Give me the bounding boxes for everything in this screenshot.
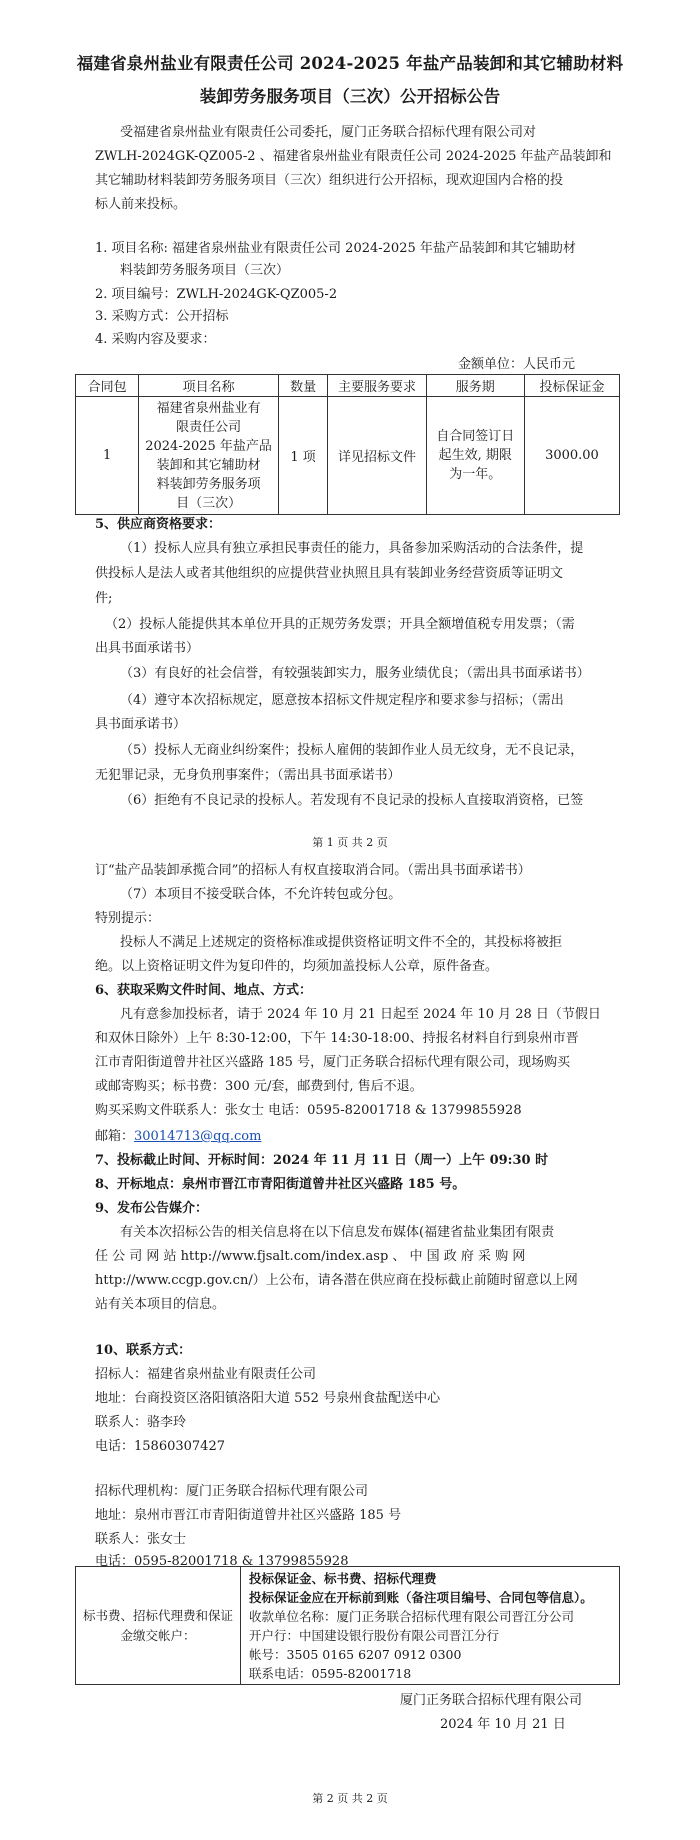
sec5-p2: （2）投标人能提供其本单位开具的正规劳务发票；开具全额增值税专用发票；（需 [105, 617, 575, 632]
agency-phone: 电话：0595-82001718 & 13799855928 [95, 1554, 349, 1569]
fee-line: 投标保证金、标书费、招标代理费 [249, 1570, 437, 1586]
sec5-p2: 出具书面承诺书） [95, 641, 200, 656]
th-project-name: 项目名称 [139, 375, 278, 397]
special-text: 绝。以上资格证明文件为复印件的，均须加盖投标人公章，原件备查。 [95, 959, 499, 974]
page-number-1: 第 1 页 共 2 页 [312, 836, 388, 849]
intro-line: 标人前来投标。 [95, 197, 187, 212]
sec5-p6-cont: 订“盐产品装卸承揽合同”的招标人有权直接取消合同。（需出具书面承诺书） [95, 863, 531, 878]
sec5-p4: 具书面承诺书） [95, 717, 187, 732]
fee-line: 开户行：中国建设银行股份有限公司晋江分行 [249, 1627, 500, 1643]
sec5-p1: 件; [95, 591, 113, 606]
item-project-name-cont: 料装卸劳务服务项目（三次） [120, 263, 290, 278]
sec5-p4: （4）遵守本次招标规定，愿意按本招标文件规定程序和要求参与招标；（需出 [120, 693, 564, 708]
tenderer-contact: 联系人：骆李玲 [95, 1415, 187, 1430]
email-link[interactable]: 30014713@qq.com [134, 1129, 262, 1144]
intro-line: 其它辅助材料装卸劳务服务项目（三次）组织进行公开招标，现欢迎国内合格的投 [95, 173, 564, 188]
sec9-text: http://www.ccgp.gov.cn/）上公布，请各潜在供应商在投标截止前随时留意以上网 [95, 1273, 578, 1288]
item-project-code: 2. 项目编号：ZWLH-2024GK-QZ005-2 [95, 287, 338, 302]
special-heading: 特别提示： [95, 911, 161, 926]
sec9-text: 任 公 司 网 站 http://www.fjsalt.com/index.asp 、 中 国 政 府 采 购 网 [95, 1249, 526, 1264]
th-quantity: 数量 [278, 375, 328, 397]
currency-unit: 金额单位：人民币元 [458, 357, 576, 372]
tenderer-name: 招标人：福建省泉州盐业有限责任公司 [95, 1367, 317, 1382]
fee-account-details [241, 1567, 620, 1685]
th-package: 合同包 [76, 375, 139, 397]
sec6-text: 江市青阳街道曾井社区兴盛路 185 号，厦门正务联合招标代理有限公司，现场购买 [95, 1055, 571, 1070]
fee-line: 收款单位名称：厦门正务联合招标代理有限公司晋江分公司 [249, 1608, 575, 1624]
sign-date: 2024 年 10 月 21 日 [440, 1717, 566, 1732]
item-project-name: 1. 项目名称: 福建省泉州盐业有限责任公司 2024-2025 年盐产品装卸和其它辅助材 [95, 241, 576, 256]
agency-address: 地址：泉州市晋江市青阳街道曾井社区兴盛路 185 号 [95, 1508, 402, 1523]
cell-service-period: 自合同签订日 起生效, 期限 为一年。 [426, 397, 524, 515]
cell-package: 1 [76, 397, 139, 515]
sec9-heading: 9、发布公告媒介： [95, 1201, 209, 1216]
agency-name: 招标代理机构：厦门正务联合招标代理有限公司 [95, 1484, 369, 1499]
tenderer-phone: 电话：15860307427 [95, 1439, 225, 1454]
tenderer-address: 地址：台商投资区洛阳镇洛阳大道 552 号泉州食盐配送中心 [95, 1391, 441, 1406]
item-procurement-method: 3. 采购方式：公开招标 [95, 309, 229, 324]
fee-line: 投标保证金应在开标前到账（备注项目编号、合同包等信息）。 [249, 1589, 593, 1605]
doc-title-line1: 福建省泉州盐业有限责任公司 2024-2025 年盐产品装卸和其它辅助材料 [76, 54, 624, 73]
sec6-text: 和双休日除外）上午 8:30-12:00，下午 14:30-18:00、持报名材料自行到泉州市晋 [95, 1031, 579, 1046]
cell-project-name: 福建省泉州盐业有 限责任公司 2024-2025 年盐产品 装卸和其它辅助材 料装卸劳务服务项 目（三次） [139, 397, 278, 515]
sec9-text: 站有关本项目的信息。 [95, 1297, 226, 1312]
sec5-p7: （7）本项目不接受联合体，不允许转包或分包。 [120, 887, 402, 902]
th-deposit: 投标保证金 [524, 375, 619, 397]
fee-account-label: 标书费、招标代理费和保证 金缴交帐户： [76, 1567, 241, 1685]
doc-title-line2: 装卸劳务服务项目（三次）公开招标公告 [199, 87, 501, 106]
sec9-text: 有关本次招标公告的相关信息将在以下信息发布媒体(福建省盐业集团有限责 [120, 1225, 555, 1240]
agency-contact: 联系人：张女士 [95, 1532, 187, 1547]
sec5-p5: （5）投标人无商业纠纷案件；投标人雇佣的装卸作业人员无纹身，无不良记录， [120, 743, 584, 758]
sec10-heading: 10、联系方式： [95, 1343, 192, 1358]
sec5-p1: 供投标人是法人或者其他组织的应提供营业执照且具有装卸业务经营资质等证明文 [95, 566, 564, 581]
cell-deposit: 3000.00 [524, 397, 619, 515]
sec5-p5: 无犯罪记录，无身负刑事案件；（需出具书面承诺书） [95, 768, 401, 783]
intro-line: ZWLH-2024GK-QZ005-2 、福建省泉州盐业有限责任公司 2024-2025 年盐产品装卸和 [95, 149, 612, 164]
cell-quantity: 1 项 [278, 397, 328, 515]
sec6-text: 或邮寄购买；标书费：300 元/套，邮费到付, 售后不退。 [95, 1079, 423, 1094]
sec5-heading: 5、供应商资格要求： [95, 517, 222, 532]
fee-account-table [75, 1566, 620, 1685]
th-service-period: 服务期 [426, 375, 524, 397]
intro-line: 受福建省泉州盐业有限责任公司委托，厦门正务联合招标代理有限公司对 [120, 125, 537, 140]
fee-line: 帐号：3505 0165 6207 0912 0300 [249, 1646, 462, 1662]
page-number-2: 第 2 页 共 2 页 [312, 1792, 388, 1805]
procurement-table [75, 374, 620, 515]
sec5-p1: （1）投标人应具有独立承担民事责任的能力，具备参加采购活动的合法条件，提 [120, 541, 584, 556]
sec5-p3: （3）有良好的社会信誉，有较强装卸实力，服务业绩优良；（需出具书面承诺书） [120, 666, 590, 681]
sign-company: 厦门正务联合招标代理有限公司 [400, 1693, 583, 1708]
sec8: 8、开标地点：泉州市晋江市青阳街道曾井社区兴盛路 185 号。 [95, 1177, 466, 1192]
special-text: 投标人不满足上述规定的资格标准或提供资格证明文件不全的，其投标将被拒 [120, 935, 563, 950]
sec6-heading: 6、获取采购文件时间、地点、方式： [95, 983, 313, 998]
sec6-text: 凡有意参加投标者，请于 2024 年 10 月 21 日起至 2024 年 10 月 28 日（节假日 [120, 1007, 601, 1022]
th-main-requirements: 主要服务要求 [328, 375, 426, 397]
email-row [95, 1125, 261, 1144]
email-label: 邮箱： [95, 1129, 135, 1144]
cell-requirements: 详见招标文件 [328, 397, 426, 515]
item-procurement-content: 4. 采购内容及要求： [95, 332, 216, 347]
fee-line: 联系电话：0595-82001718 [249, 1665, 412, 1681]
buy-contact: 购买采购文件联系人：张女士 电话：0595-82001718 & 13799855928 [95, 1103, 522, 1118]
sec7: 7、投标截止时间、开标时间：2024 年 11 月 11 日（周一）上午 09:30 时 [95, 1153, 549, 1168]
sec5-p6: （6）拒绝有不良记录的投标人。若发现有不良记录的投标人直接取消资格，已签 [120, 793, 584, 808]
